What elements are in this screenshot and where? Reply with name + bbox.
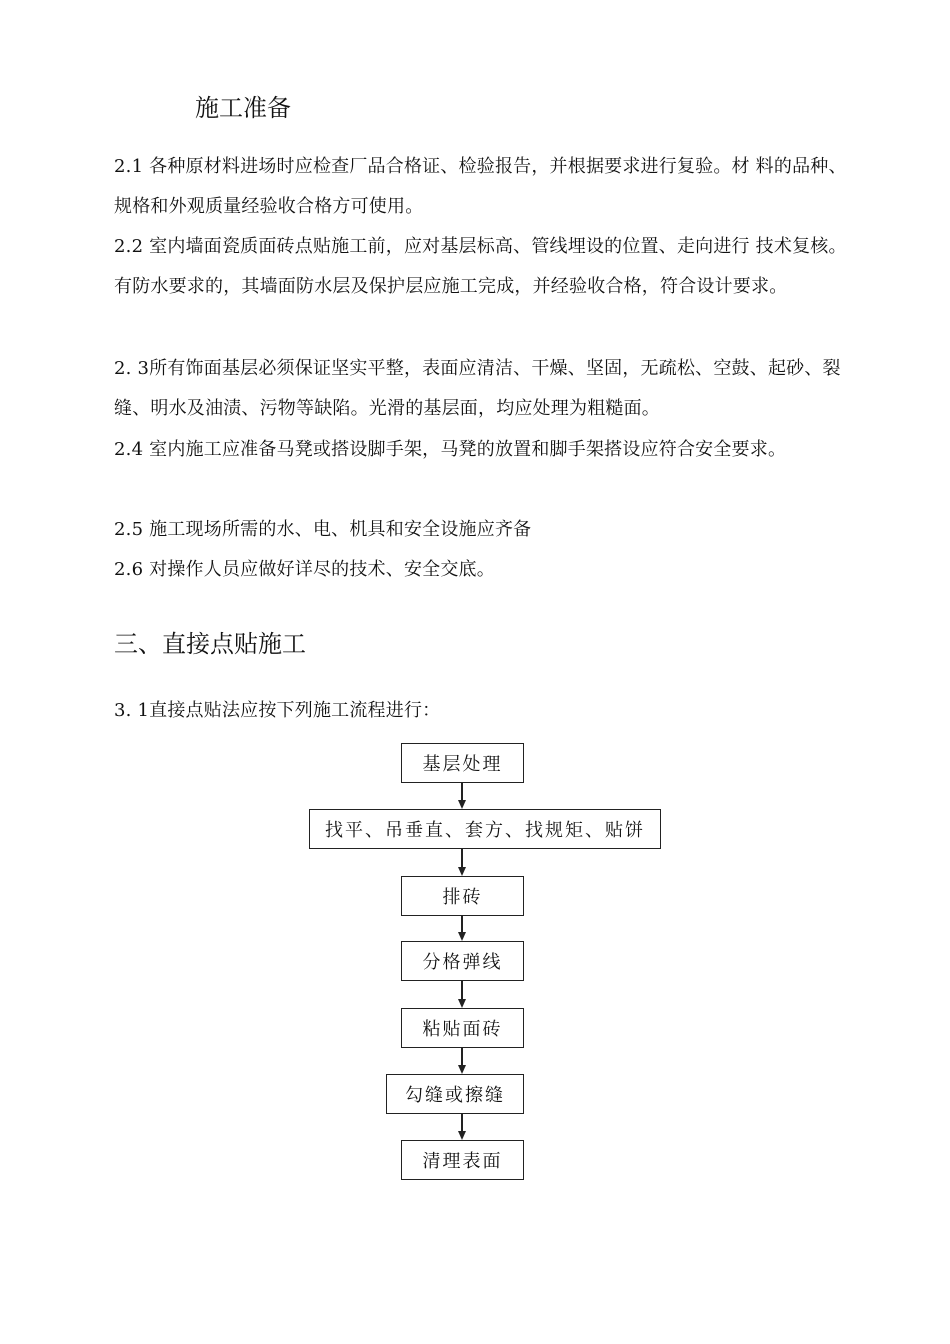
flow-step-tile-bonding: 粘贴面砖 xyxy=(401,1008,524,1048)
paragraph-3-1: 3. 1直接点贴法应按下列施工流程进行： xyxy=(114,700,441,721)
flow-step-leveling: 找平、吊垂直、套方、找规矩、贴饼 xyxy=(309,809,661,849)
paragraph-2-6: 2.6 对操作人员应做好详尽的技术、安全交底。 xyxy=(114,559,495,580)
section-title-construction-prep: 施工准备 xyxy=(195,94,291,122)
paragraph-2-2: 2.2 室内墙面瓷质面砖点贴施工前，应对基层标高、管线埋设的位置、走向进行 技术复核。有防水要求的，其墙面防水层及保护层应施工完成，并经验收合格，符合设计要求。 xyxy=(114,236,847,297)
flow-step-grouting: 勾缝或擦缝 xyxy=(386,1074,524,1114)
paragraph-2-1: 2.1 各种原材料进场时应检查厂品合格证、检验报告，并根据要求进行复验。材 料的品种、规格和外观质量经验收合格方可使用。 xyxy=(114,156,847,217)
flow-step-surface-cleaning: 清理表面 xyxy=(401,1140,524,1180)
flow-step-base-treatment: 基层处理 xyxy=(401,743,524,783)
flow-step-tile-layout: 排砖 xyxy=(401,876,524,916)
paragraph-2-5: 2.5 施工现场所需的水、电、机具和安全设施应齐备 xyxy=(114,519,532,540)
flow-step-grid-lines: 分格弹线 xyxy=(401,941,524,981)
paragraph-2-3: 2. 3所有饰面基层必须保证坚实平整，表面应清洁、干燥、坚固，无疏松、空鼓、起砂、裂缝、明水及油渍、污物等缺陷。光滑的基层面，均应处理为粗糙面。 xyxy=(114,358,841,419)
section-title-direct-tiling: 三、直接点贴施工 xyxy=(114,630,306,658)
paragraph-2-4: 2.4 室内施工应准备马凳或搭设脚手架，马凳的放置和脚手架搭设应符合安全要求。 xyxy=(114,439,787,460)
